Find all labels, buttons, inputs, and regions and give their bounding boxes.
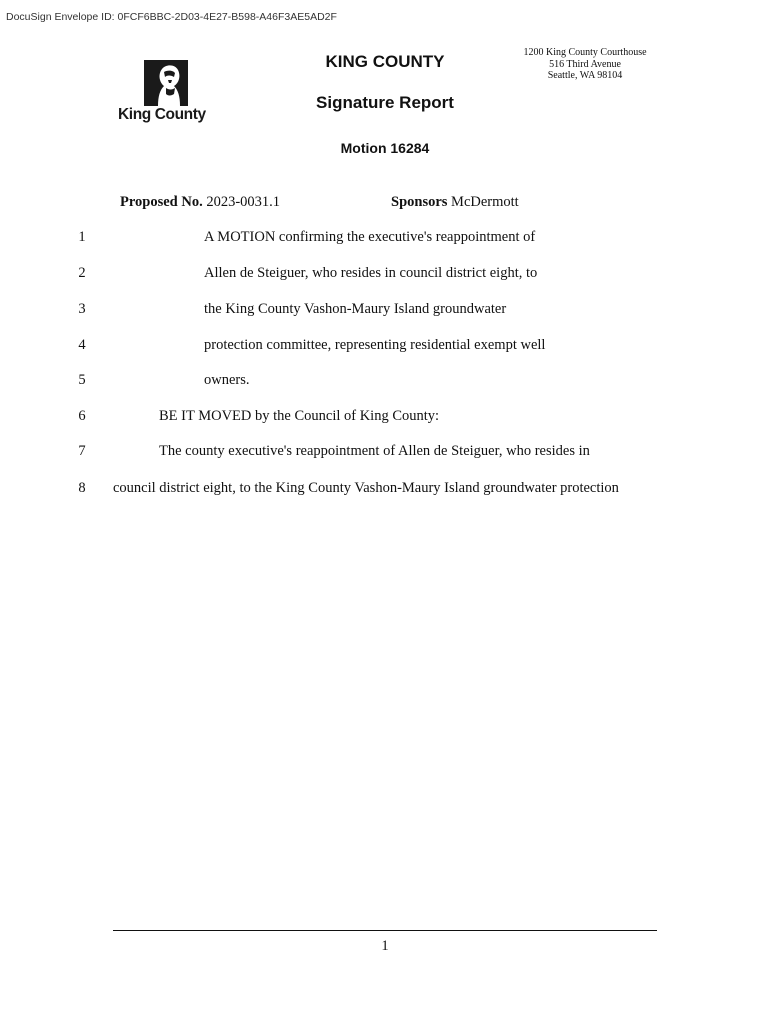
footer-divider <box>113 930 657 931</box>
sponsors <box>391 194 519 211</box>
line-number: 1 <box>78 229 86 245</box>
king-county-portrait-icon <box>144 60 188 106</box>
report-title: Signature Report <box>316 93 454 112</box>
line-text: the King County Vashon-Maury Island groundwater <box>204 301 507 317</box>
line-number: 7 <box>78 443 86 459</box>
line-number: 8 <box>78 480 86 496</box>
line-text: owners. <box>204 372 250 388</box>
line-number: 3 <box>78 301 86 317</box>
address-line: 516 Third Avenue <box>549 58 621 70</box>
line-text: BE IT MOVED by the Council of King County: <box>159 408 440 424</box>
line-text: A MOTION confirming the executive's reappointment of <box>204 229 536 245</box>
line-number: 2 <box>78 265 86 281</box>
line-number: 6 <box>78 408 86 424</box>
proposed-label: Proposed No. <box>120 194 203 210</box>
logo-text: King County <box>118 106 206 123</box>
line-number: 4 <box>78 337 86 353</box>
sponsors-value: McDermott <box>451 194 519 210</box>
king-county-logo <box>116 56 216 132</box>
organization-title: KING COUNTY <box>325 52 445 71</box>
line-text: council district eight, to the King County Vashon-Maury Island groundwater protection <box>113 480 619 496</box>
sponsors-label: Sponsors <box>391 194 448 210</box>
address-block <box>510 47 660 82</box>
proposed-value: 2023-0031.1 <box>206 194 281 210</box>
line-text: The county executive's reappointment of Allen de Steiguer, who resides in <box>159 443 590 459</box>
line-text: Allen de Steiguer, who resides in council district eight, to <box>204 265 538 281</box>
line-text: protection committee, representing residential exempt well <box>204 337 546 353</box>
docusign-envelope-id: DocuSign Envelope ID: 0FCF6BBC-2D03-4E27-B598-A46F3AE5AD2F <box>6 11 337 23</box>
address-line: Seattle, WA 98104 <box>547 70 623 81</box>
motion-number: Motion 16284 <box>340 140 430 156</box>
address-line: 1200 King County Courthouse <box>523 47 647 58</box>
proposed-number <box>120 194 280 211</box>
line-number: 5 <box>78 372 86 388</box>
page-number: 1 <box>381 938 389 954</box>
